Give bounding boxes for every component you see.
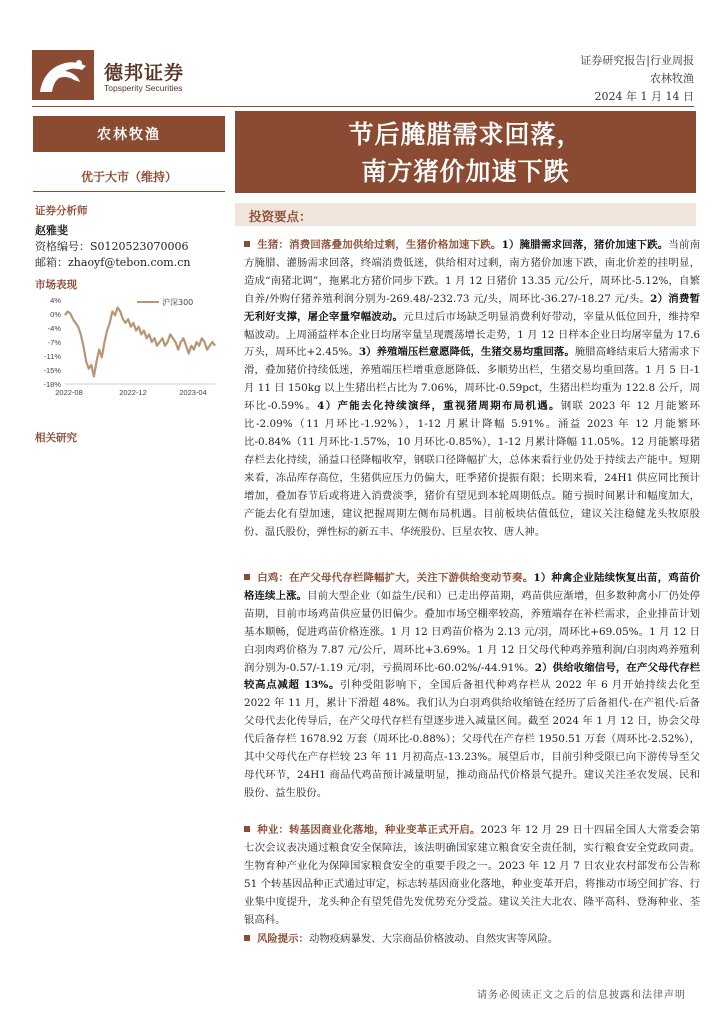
analyst-license: 资格编号：S0120523070006 bbox=[35, 240, 189, 253]
bullet-icon bbox=[244, 826, 250, 832]
broiler-text-1: 目前大型企业（如益生/民和）已走出停苗期，鸡苗供应渐增，但多数种禽小厂仍处停苗期，目前市场鸡苗供应量仍旧偏少。叠加市场空棚率较高，养殖端存在补栏需求，企业排苗计划基本顺畅，促进鸡苗价格连涨。1 月 12 日鸡苗价格为 2.13 元/羽，周环比+69.05%。1 月 12 日白羽肉鸡价格为 7.87 元/公斤，周环比+3.69%。1 月 12 日父母代种鸡养殖利润/白羽肉鸡养殖利润分别为-0.57/-1.19 元/羽，亏损周环比-60.02%/-44.91%。 bbox=[244, 589, 700, 674]
hog-point-4: 4）产能去化持续演绎，重视猪周期布局机遇。 bbox=[317, 400, 561, 413]
bullet-icon bbox=[244, 574, 250, 580]
risk-heading: 风险提示： bbox=[257, 933, 309, 945]
y-tick-label: 0% bbox=[50, 310, 61, 319]
hog-point-3: 3）养殖端压栏意愿降低，生猪交易均重回落。 bbox=[358, 346, 575, 359]
market-heading: 市场表现 bbox=[35, 279, 77, 291]
section-risk bbox=[244, 931, 700, 949]
hog-text-1: 当前南方腌腊、灌肠需求回落，终端消费低迷，供给相对过剩，南方猪价加速下跌，南北价差的挂明显，造成“南猪北调”，拖累北方猪价同步下跌。1 月 12 日猪价 13.35 元/公斤，周环比-5.12%，自繁自养/外购仔猪养殖利润分别为-269.48/-232.73 元/头，周环比-36.27/-18.27 元/头。 bbox=[244, 239, 701, 305]
market-chart bbox=[33, 292, 225, 404]
broiler-heading: 白鸡：在产父母代存栏降幅扩大，关注下游供给变动节奏。 bbox=[257, 572, 534, 584]
legend-label: 沪深300 bbox=[162, 298, 194, 307]
hog-point-2: 2）消费暂无利好支撑，屠企宰量窄幅波动。 bbox=[244, 292, 700, 323]
hog-text-4: 钢联 2023 年 12 月能繁环比-2.09%（11 月环比-1.92%），1-12 月累计降幅 5.91%。涌益 2023 年 12 月能繁环比-0.84%（11 月环比-1.57%，10 月环比-0.85%），1-12 月累计降幅 11.05%。12 月能繁母猪存栏去化持续，涌益口径降幅收窄，钢联口径降幅扩大，总体来看行业仍处于持续去产能中。短期来看，冻品库存高位，生猪供应压力仍偏大，旺季猪价提振有限；长期来看，24H1 供应同比预计增加，叠加春节后或将进入消费淡季，猪价有望见到本轮周期低点。随亏损时间累计和幅度加大，产能去化有望加速，建议把握周期左侧布局机遇。目前板块估值低位，建议关注稳健龙头牧原股份、温氏股份，弹性标的新五丰、华统股份、巨星农牧、唐人神。 bbox=[244, 400, 700, 538]
section-broiler bbox=[244, 570, 700, 803]
bullet-icon bbox=[244, 241, 250, 247]
divider bbox=[33, 191, 225, 192]
key-points-bar bbox=[235, 203, 696, 226]
header-divider bbox=[32, 106, 694, 107]
risk-text: 动物疫病暴发、大宗商品价格波动、自然灾害等风险。 bbox=[308, 933, 559, 945]
y-tick-label: -11% bbox=[44, 352, 61, 361]
hog-heading: 生猪：消费回落叠加供给过剩，生猪价格加速下跌。 bbox=[257, 239, 502, 251]
title-line-2: 南方猪价加速下跌 bbox=[361, 157, 570, 186]
broiler-point-1: 1）种禽企业陆续恢复出苗，鸡苗价格连续上涨。 bbox=[244, 572, 700, 602]
title-line-1: 节后腌腊需求回落， bbox=[348, 120, 583, 149]
y-tick-label: -7% bbox=[47, 338, 61, 347]
section-seed bbox=[244, 822, 700, 929]
report-date: 2024 年 1 月 14 日 bbox=[594, 90, 694, 103]
section-hog bbox=[244, 237, 700, 541]
y-tick-label: 4% bbox=[50, 296, 61, 305]
seed-heading: 种业：转基因商业化落地，种业变革正式开启。 bbox=[257, 824, 481, 836]
analyst-name: 赵雅斐 bbox=[35, 224, 68, 237]
broiler-point-2: 2）供给收缩信号，在产父母代存栏较高点减超 13%。 bbox=[244, 661, 700, 692]
report-type: 证券研究报告|行业周报 bbox=[580, 54, 694, 67]
related-heading: 相关研究 bbox=[35, 432, 77, 444]
x-tick-label: 2023-04 bbox=[179, 388, 207, 397]
broiler-text-2: 引种受阻影响下，全国后备祖代种鸡存栏从 2022 年 6 月开始持续去化至 2022 年 11 月，累计下滑超 48%。我们认为白羽鸡供给收缩链在经历了后备祖代-在产祖代-后备父母代去化传导后，在产父母代存栏有望逐步进入减量区间。截至 2024 年 1 月 12 日，协会父母代后备存栏 1678.92 万套（周环比-0.88%）；父母代在产存栏 1950.51 万套（周环比-2.52%），其中父母代在产存栏较 23 年 11 月初高点-13.23%。展望后市，目前引种受限已向下游传导至父母代环节，24H1 商品代鸡苗预计减量明显，推动商品代价格景气提升。建议关注圣农发展、民和股份、益生股份。 bbox=[244, 679, 700, 799]
header-sector: 农林牧渔 bbox=[650, 72, 694, 85]
footer-disclaimer: 请务必阅读正文之后的信息披露和法律声明 bbox=[477, 990, 686, 1001]
x-tick-label: 2022-12 bbox=[119, 388, 147, 397]
key-points-label: 投资要点： bbox=[249, 209, 312, 224]
brand-name: 德邦证券 bbox=[104, 62, 185, 84]
analyst-heading: 证券分析师 bbox=[35, 205, 88, 217]
sector-box: 农林牧渔 bbox=[33, 116, 225, 152]
brand-name-en: Topsperity Securities bbox=[104, 83, 183, 93]
series-line bbox=[65, 308, 215, 377]
y-tick-label: -15% bbox=[43, 366, 61, 375]
hog-text-3: 腌腊高峰结束后大猪需求下滑，叠加猪价持续低迷，养殖端压栏增重意愿降低、多顺势出栏，生猪交易均重回落。1 月 5 日-1 月 11 日 150kg 以上生猪出栏占比为 7.06%，周环比-0.59pct，生猪出栏均重为 122.8 公斤，周环比-0.59%。 bbox=[244, 346, 700, 413]
seed-text: 2023 年 12 月 29 日十四届全国人大常委会第七次会议表决通过粮食安全保障法，该法明确国家建立粮食安全责任制，实行粮食安全党政同责。生物育种产业化为保障国家粮食安全的重要手段之一。2023 年 12 月 7 日农业农村部发布公告称 51 个转基因品种正式通过审定，标志转基因商业化落地，种业变革开启，将推动市场空间扩容、行业集中度提升，龙头种企有望凭借先发优势充分受益。建议关注大北农、隆平高科、登海种业、荃银高科。 bbox=[244, 824, 701, 926]
x-tick-label: 2022-08 bbox=[55, 388, 83, 397]
y-tick-label: -18% bbox=[43, 380, 61, 389]
hog-point-1: 1）腌腊需求回落，猪价加速下跌。 bbox=[501, 239, 669, 251]
y-tick-label: -4% bbox=[47, 324, 61, 333]
report-title bbox=[235, 111, 696, 193]
rating: 优于大市（维持） bbox=[80, 170, 177, 184]
tebon-logo bbox=[32, 50, 94, 100]
bullet-icon bbox=[244, 935, 250, 941]
analyst-email[interactable]: 邮箱：zhaoyf@tebon.com.cn bbox=[35, 256, 191, 269]
hog-text-2: 元旦过后市场缺乏明显消费利好带动，宰量从低位回升，维持窄幅波动。上周涌益样本企业日均屠宰量呈现震荡增长走势，1 月 12 日样本企业日均屠宰量为 17.6 万头，周环比+2.45%。 bbox=[244, 310, 701, 359]
